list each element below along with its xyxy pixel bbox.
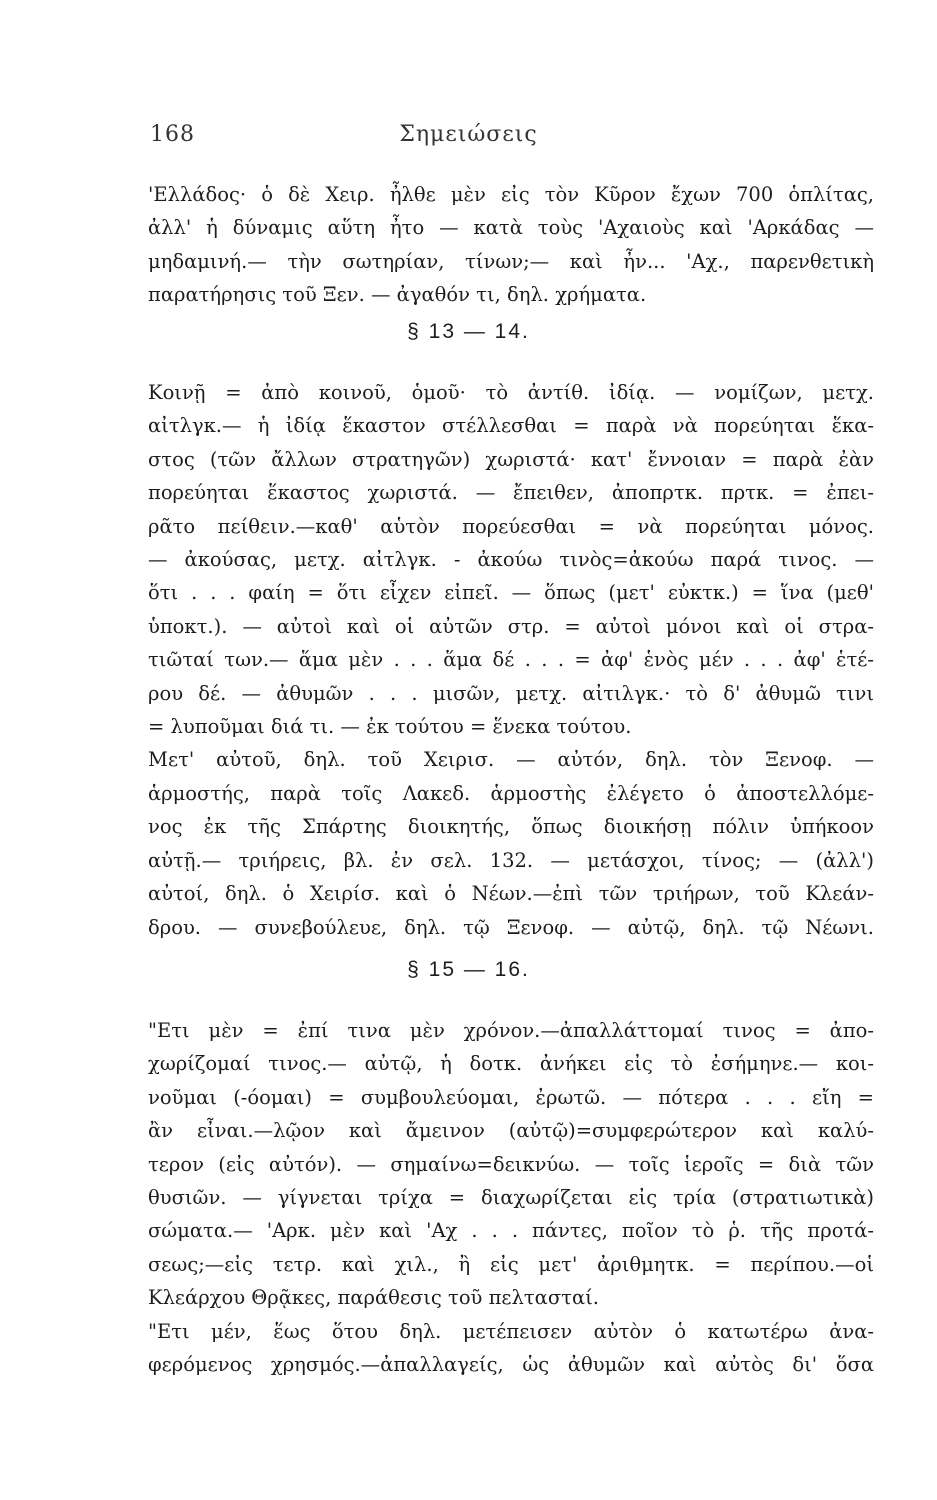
text-line: ἀλλ' ἡ δύναμις αὕτη ἦτο — κατὰ τοὺς 'Αχαιοὺς καὶ 'Αρκάδας — bbox=[148, 216, 874, 240]
text-line: μηδαμινή.— τὴν σωτηρίαν, τίνων;— καὶ ἦν... 'Αχ., παρενθετικὴ bbox=[148, 249, 874, 273]
text-line: 'Ελλάδος· ὁ δὲ Χειρ. ἦλθε μὲν εἰς τὸν Κῦρον ἔχων 700 ὁπλίτας, bbox=[148, 183, 874, 206]
text-line: ρου δέ. — ἀθυμῶν . . . μισῶν, μετχ. αἰτιλγκ.· τὸ δ' ἀθυμῶ τινι bbox=[148, 681, 874, 705]
text-line: σεως;—εἰς τετρ. καὶ χιλ., ἢ εἰς μετ' ἀριθμητκ. = περίπου.—οἱ bbox=[148, 1252, 874, 1276]
text-line: Κλεάρχου Θρᾷκες, παράθεσις τοῦ πελτασταί. bbox=[148, 1286, 599, 1310]
paragraph-block-2 bbox=[148, 376, 874, 944]
section-heading-13-14: § 13 — 14. bbox=[407, 320, 530, 343]
text-line: φερόμενος χρησμός.—ἀπαλλαγείς, ὡς ἀθυμῶν καὶ αὐτὸς δι' ὅσα bbox=[148, 1353, 874, 1377]
section-heading-15-16: § 15 — 16. bbox=[407, 958, 530, 981]
text-line: ἂν εἶναι.—λῷον καὶ ἄμεινον (αὐτῷ)=συμφερώτερον καὶ καλύ- bbox=[148, 1119, 874, 1143]
text-line: πορεύηται ἕκαστος χωριστά. — ἔπειθεν, ἀποπρτκ. πρτκ. = ἐπει- bbox=[148, 481, 874, 505]
text-line: ὅτι . . . φαίη = ὅτι εἶχεν εἰπεῖ. — ὅπως (μετ' εὐκτκ.) = ἵνα (μεθ' bbox=[148, 581, 874, 605]
text-line: χωρίζομαί τινος.— αὐτῷ, ἡ δοτκ. ἀνήκει εἰς τὸ ἐσήμηνε.— κοι- bbox=[148, 1052, 874, 1076]
text-line: στος (τῶν ἄλλων στρατηγῶν) χωριστά· κατ' ἔννοιαν = παρὰ ἐὰν bbox=[148, 447, 874, 471]
running-head: Σημειώσεις bbox=[399, 122, 538, 147]
text-line: — ἀκούσας, μετχ. αἰτλγκ. - ἀκούω τινὸς=ἀκούω παρά τινος. — bbox=[148, 548, 874, 572]
text-line: νοῦμαι (-όομαι) = συμβουλεύομαι, ἐρωτῶ. — πότερα . . . εἴη = bbox=[148, 1085, 874, 1109]
text-line: "Ετι μὲν = ἐπί τινα μὲν χρόνον.—ἀπαλλάττομαί τινος = ἀπο- bbox=[148, 1019, 874, 1042]
paragraph-block-3 bbox=[148, 1014, 874, 1381]
text-line: τιῶταί των.— ἅμα μὲν . . . ἅμα δέ . . . = ἀφ' ἑνὸς μέν . . . ἀφ' ἑτέ- bbox=[148, 648, 874, 672]
text-line: δρου. — συνεβούλευε, δηλ. τῷ Ξενοφ. — αὐτῷ, δηλ. τῷ Νέωνι. bbox=[148, 915, 874, 939]
text-line: αἰτλγκ.— ἡ ἰδίᾳ ἕκαστον στέλλεσθαι = παρὰ νὰ πορεύηται ἕκα- bbox=[148, 414, 874, 438]
paragraph-block-1 bbox=[148, 178, 874, 312]
text-line: παρατήρησις τοῦ Ξεν. — ἀγαθόν τι, δηλ. χρήματα. bbox=[148, 283, 647, 307]
text-line: "Ετι μέν, ἕως ὅτου δηλ. μετέπεισεν αὐτὸν ὁ κατωτέρω ἀνα- bbox=[148, 1319, 874, 1343]
text-line: θυσιῶν. — γίγνεται τρίχα = διαχωρίζεται εἰς τρία (στρατιωτικὰ) bbox=[148, 1186, 874, 1210]
text-line: ρᾶτο πείθειν.—καθ' αὑτὸν πορεύεσθαι = νὰ πορεύηται μόνος. bbox=[148, 514, 874, 538]
text-line: Κοινῇ = ἀπὸ κοινοῦ, ὁμοῦ· τὸ ἀντίθ. ἰδίᾳ. — νομίζων, μετχ. bbox=[148, 381, 874, 404]
page-number: 168 bbox=[150, 122, 195, 147]
text-line: ὑποκτ.). — αὐτοὶ καὶ οἱ αὐτῶν στρ. = αὐτοὶ μόνοι καὶ οἱ στρα- bbox=[148, 614, 874, 638]
text-line: ἁρμοστής, παρὰ τοῖς Λακεδ. ἁρμοστὴς ἐλέγετο ὁ ἀποστελλόμε- bbox=[148, 781, 874, 805]
text-line: Μετ' αὐτοῦ, δηλ. τοῦ Χειρισ. — αὐτόν, δηλ. τὸν Ξενοφ. — bbox=[148, 748, 874, 772]
text-line: νος ἐκ τῆς Σπάρτης διοικητής, ὅπως διοικήσῃ πόλιν ὑπήκοον bbox=[148, 815, 874, 839]
text-line: αὐτοί, δηλ. ὁ Χειρίσ. καὶ ὁ Νέων.—ἐπὶ τῶν τριήρων, τοῦ Κλεάν- bbox=[148, 882, 874, 906]
text-line: σώματα.— 'Αρκ. μὲν καὶ 'Αχ . . . πάντες, ποῖον τὸ ῥ. τῆς προτά- bbox=[148, 1219, 874, 1243]
text-line: τερον (εἰς αὐτόν). — σημαίνω=δεικνύω. — τοῖς ἱεροῖς = διὰ τῶν bbox=[148, 1152, 874, 1176]
text-line: = λυποῦμαι διά τι. — ἐκ τούτου = ἕνεκα τούτου. bbox=[148, 715, 632, 739]
text-line: αὐτῇ.— τριήρεις, βλ. ἐν σελ. 132. — μετάσχοι, τίνος; — (ἀλλ') bbox=[148, 848, 874, 872]
